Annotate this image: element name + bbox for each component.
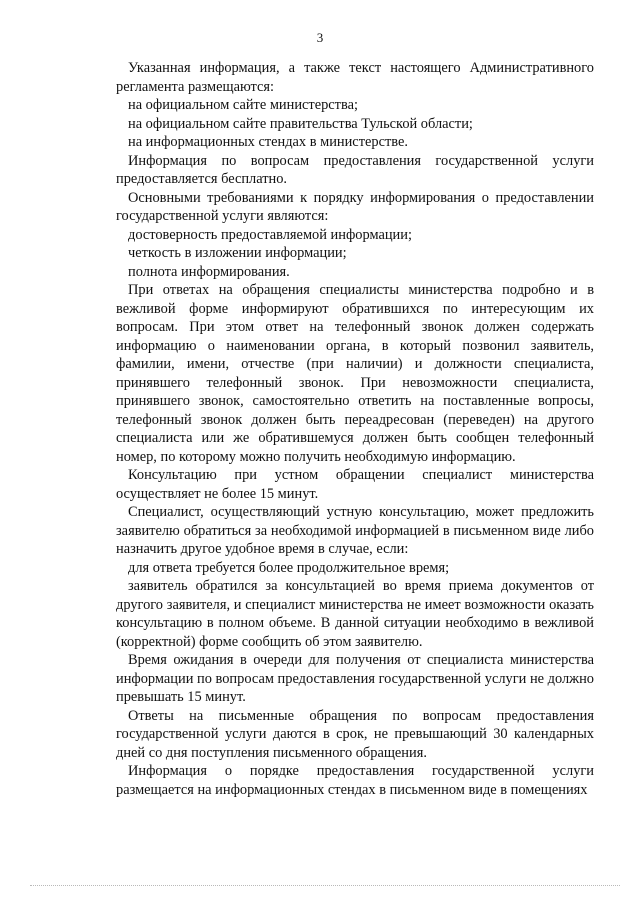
paragraph-written-answers: Ответы на письменные обращения по вопросам предоставления государственной услуги даются в срок, не превышающий 30 календарных дней со дня поступления письменного обращения. bbox=[116, 707, 594, 761]
list-item-longer-time: для ответа требуется более продолжительное время; bbox=[128, 559, 450, 576]
document-body bbox=[116, 59, 594, 799]
paragraph-placement-intro: Указанная информация, а также текст настоящего Административного регламента размещаются: bbox=[116, 60, 594, 95]
list-item-ministry-site: на официальном сайте министерства; bbox=[128, 97, 358, 113]
paragraph-requirements: Основными требованиями к порядку информирования о предоставлении государственной услуги являются: bbox=[116, 189, 594, 224]
list-item-clarity: четкость в изложении информации; bbox=[128, 245, 347, 261]
paragraph-waiting-time: Время ожидания в очереди для получения от специалиста министерства информации по вопросам предоставления государственной услуги не должно превышать 15 минут. bbox=[116, 652, 594, 705]
list-item-completeness: полнота информирования. bbox=[128, 263, 290, 280]
scan-edge-artifact bbox=[30, 885, 620, 886]
page-number: 3 bbox=[316, 30, 324, 45]
paragraph-consultation-time: Консультацию при устном обращении специалист министерства осуществляет не более 15 минут. bbox=[116, 467, 594, 502]
paragraph-free-info: Информация по вопросам предоставления государственной услуги предоставляется бесплатно. bbox=[116, 152, 594, 187]
paragraph-phone-answers: При ответах на обращения специалисты министерства подробно и в вежливой форме информируют обратившихся по интересующим их вопросам. При этом ответ на телефонный звонок должен содержать информацию о наименовании органа, в который позвонил заявитель, фамилии, имени, отчестве (при наличии) и должности специалиста, принявшего телефонный звонок. При невозможности специалиста, принявшего звонок, самостоятельно ответить на поставленные вопросы, телефонный звонок должен быть переадресован (переведен) на другого специалиста или же обратившемуся должен быть сообщен телефонный номер, по которому можно получить необходимую информацию. bbox=[116, 282, 594, 465]
list-item-info-stands: на информационных стендах в министерстве. bbox=[128, 134, 408, 150]
list-item-busy-specialist: заявитель обратился за консультацией во время приема документов от другого заявителя, и специалист министерства не имеет возможности оказать консультацию в полном объеме. В данной ситуации необходимо в вежливой (корректной) форме сообщить об этом заявителю. bbox=[116, 578, 594, 650]
list-item-government-site: на официальном сайте правительства Тульской области; bbox=[128, 115, 473, 132]
list-item-reliability: достоверность предоставляемой информации; bbox=[128, 226, 412, 243]
paragraph-written-option: Специалист, осуществляющий устную консультацию, может предложить заявителю обратиться за необходимой информацией в письменном виде либо назначить другое удобное время в случае, если: bbox=[116, 504, 594, 557]
paragraph-stands-info: Информация о порядке предоставления государственной услуги размещается на информационных стендах в письменном виде в помещениях bbox=[116, 763, 594, 798]
